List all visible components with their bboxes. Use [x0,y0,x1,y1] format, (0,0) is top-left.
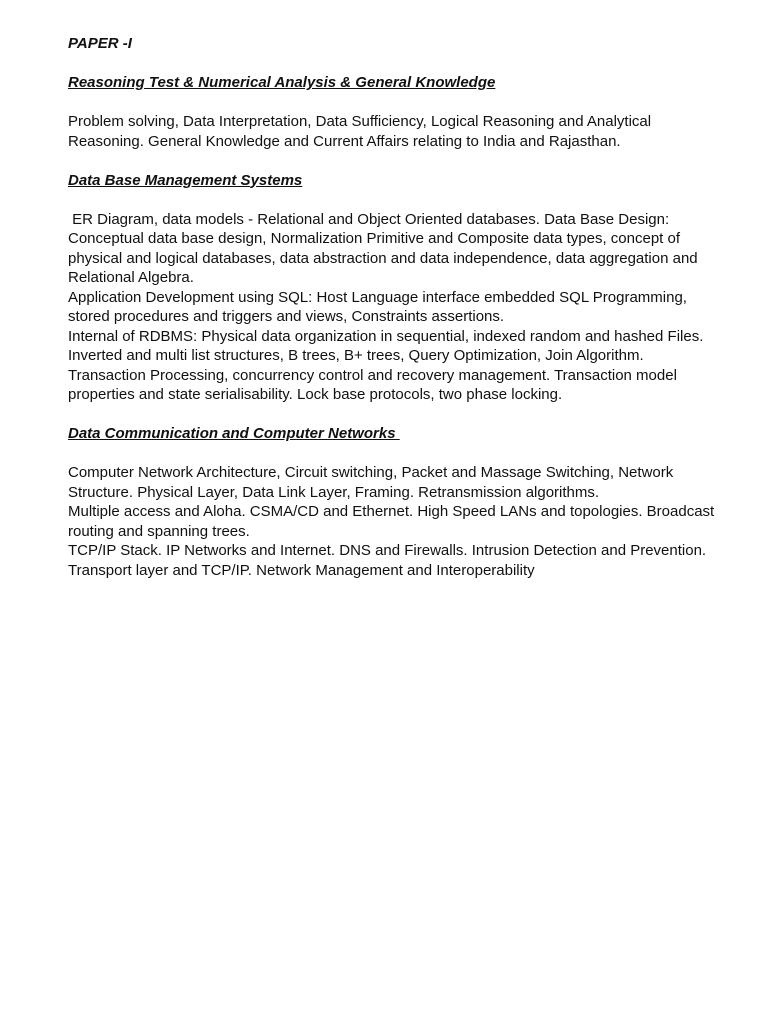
section-paragraph: Transaction Processing, concurrency control and recovery management. Transaction model properties and state serialisability. Lock base protocols, two phase locking. [68,366,677,403]
section-reasoning [68,73,728,151]
document-page [68,34,728,600]
section-heading: Data Communication and Computer Networks [68,425,400,442]
section-heading: Data Base Management Systems [68,171,303,189]
section-paragraph: TCP/IP Stack. IP Networks and Internet. DNS and Firewalls. Intrusion Detection and Prevention. Transport layer and TCP/IP. Network Management and Interoperability [68,542,707,579]
section-paragraph: Application Development using SQL: Host Language interface embedded SQL Programming, stored procedures and triggers and views, Constraints assertions. [68,288,687,325]
section-paragraph: Internal of RDBMS: Physical data organization in sequential, indexed random and hashed Files. Inverted and multi list structures, B trees, B+ trees, Query Optimization, Join Algorithm. [68,327,704,364]
section-networks [68,424,728,580]
paper-title: PAPER -I [68,35,132,52]
section-paragraph: Problem solving, Data Interpretation, Data Sufficiency, Logical Reasoning and Analytical Reasoning. General Knowledge and Current Affairs relating to India and Rajasthan. [68,113,652,150]
section-paragraph: ER Diagram, data models - Relational and Object Oriented databases. Data Base Design: Conceptual data base design, Normalization Primitive and Composite data types, concept of physical and logical databases, data abstraction and data independence, data aggregation and Relational Algebra. [68,210,702,286]
section-paragraph: Computer Network Architecture, Circuit switching, Packet and Massage Switching, Network Structure. Physical Layer, Data Link Layer, Framing. Retransmission algorithms. [68,464,674,501]
section-heading: Reasoning Test & Numerical Analysis & General Knowledge [68,74,496,91]
section-dbms [68,171,728,405]
section-paragraph: Multiple access and Aloha. CSMA/CD and Ethernet. High Speed LANs and topologies. Broadcast routing and spanning trees. [68,503,715,540]
